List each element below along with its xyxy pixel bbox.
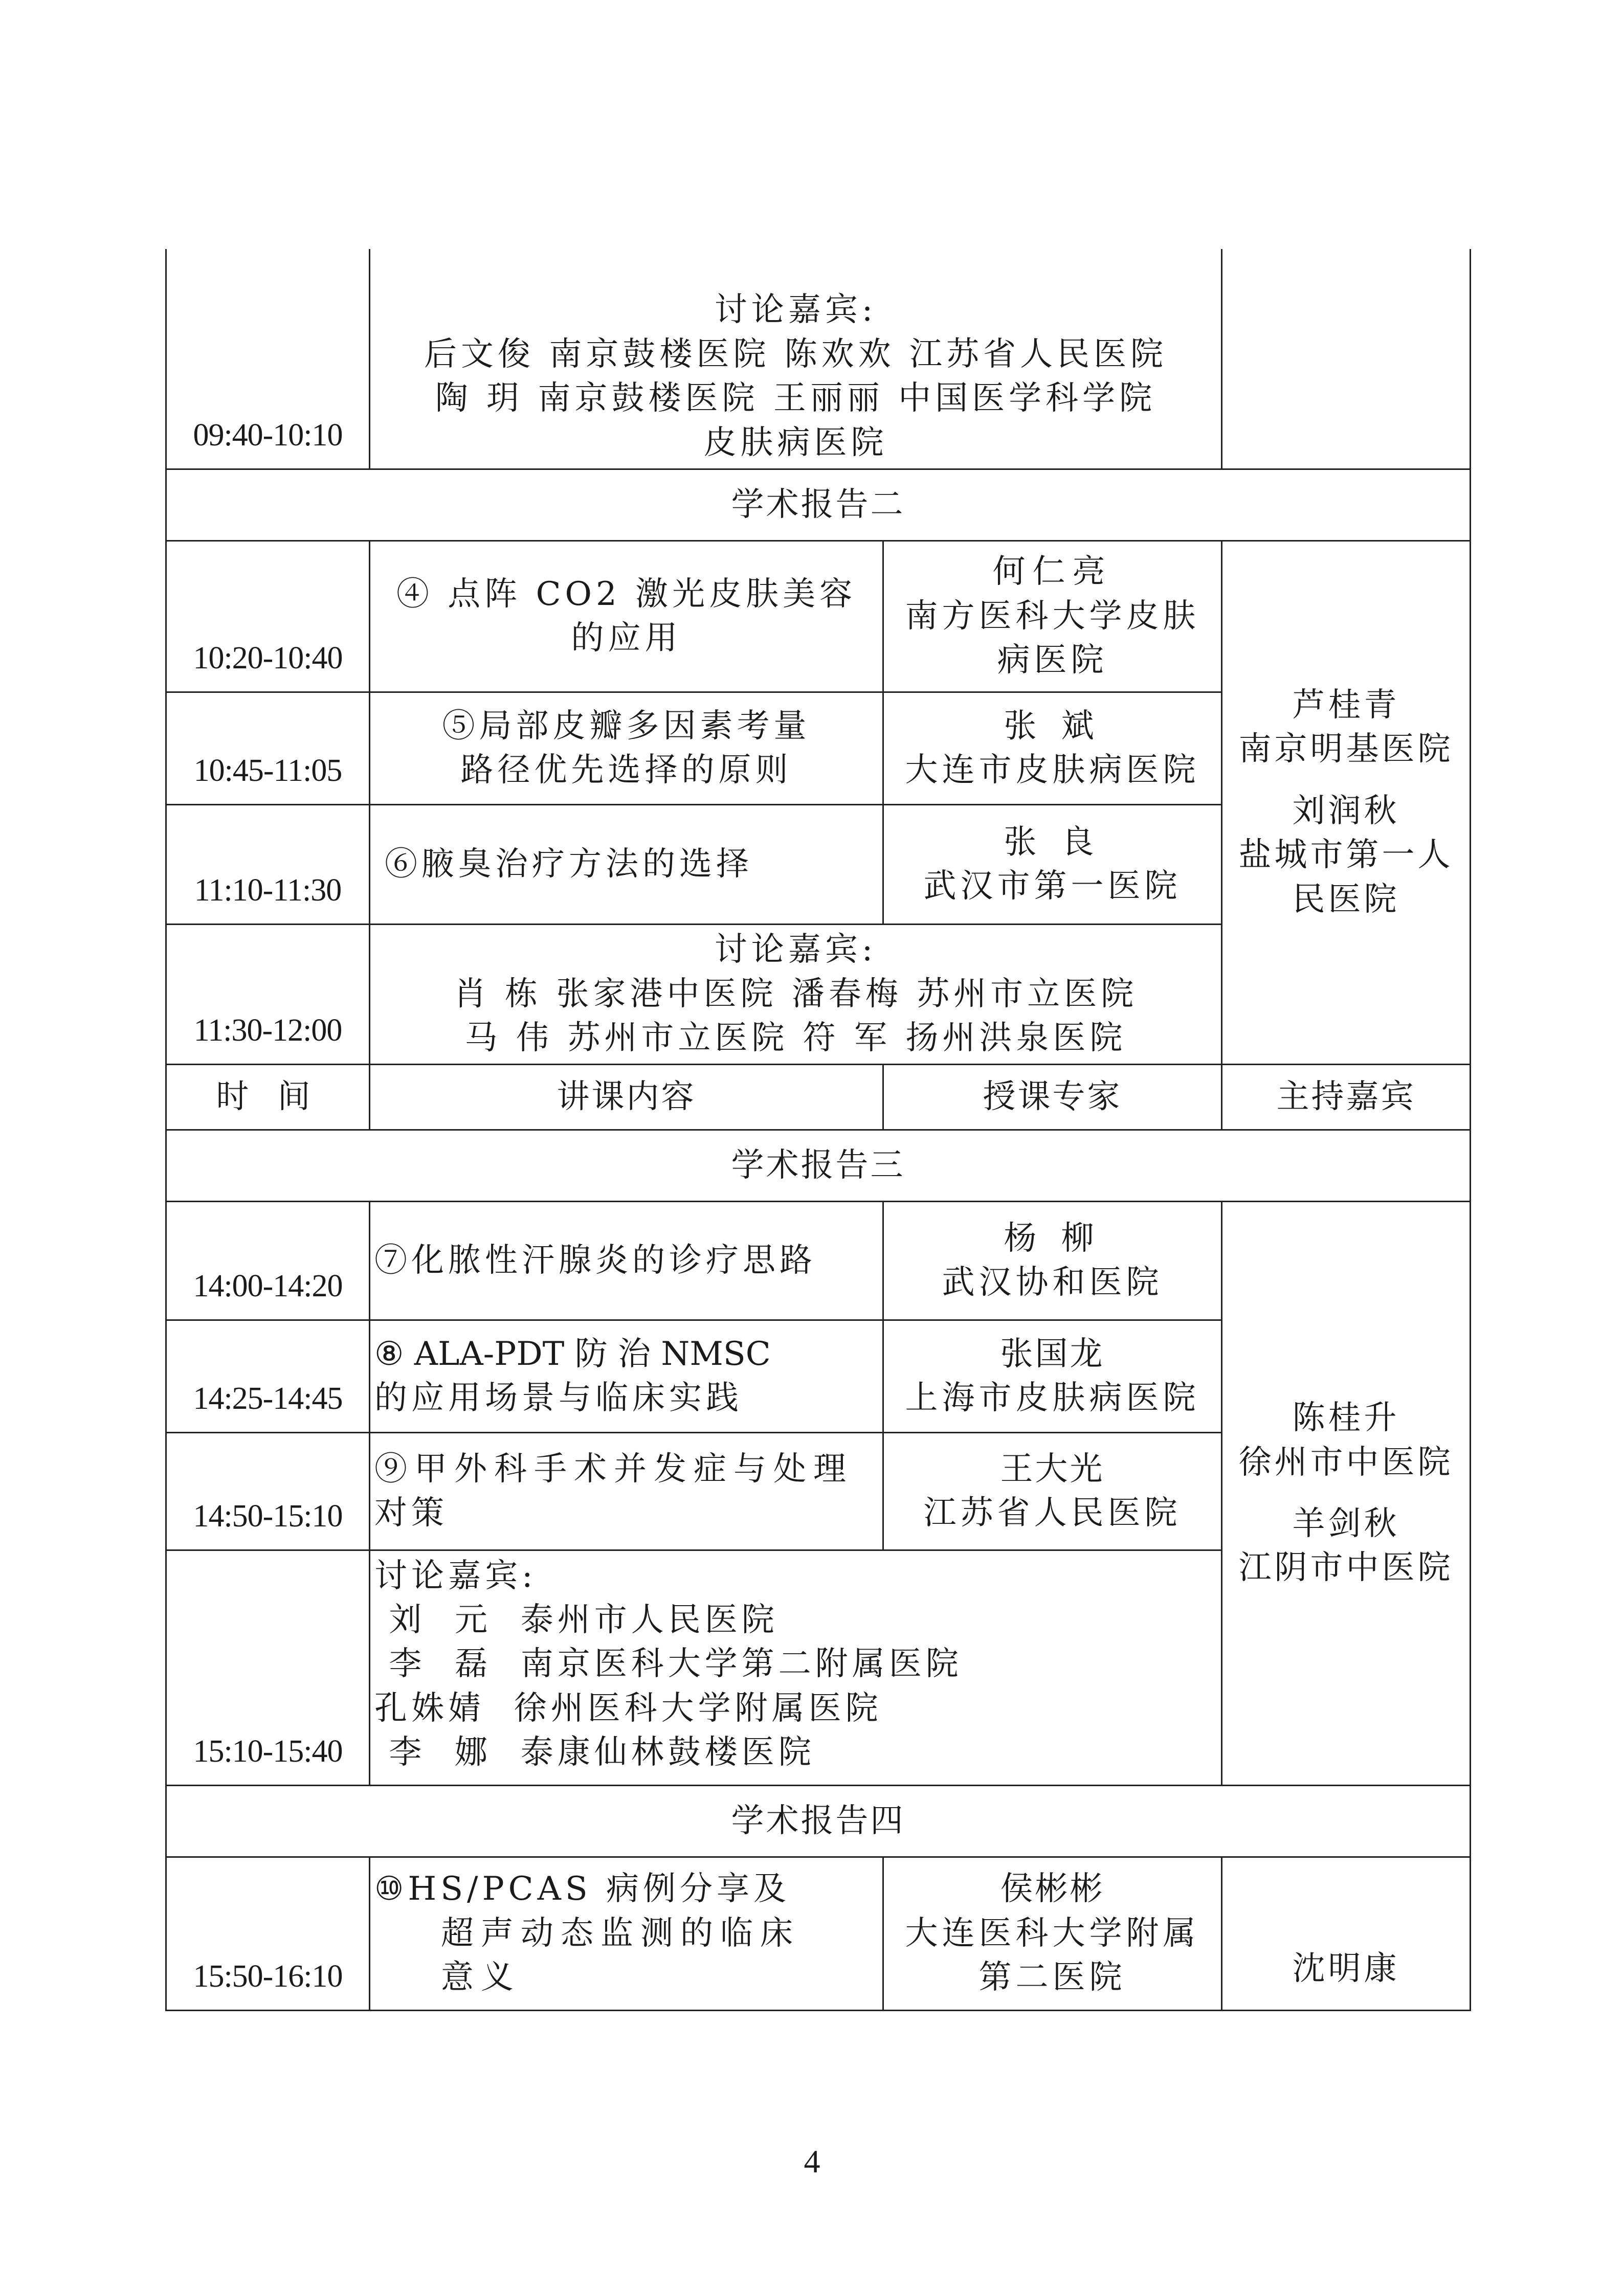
speaker-name: 王大光 (1000, 1450, 1105, 1488)
column-header-row (166, 1064, 1471, 1130)
speaker-affiliation: 上海市皮肤病医院 (905, 1379, 1200, 1417)
topic-line: 超声动态监测的临床 (441, 1914, 800, 1952)
section-row (166, 1130, 1471, 1201)
table-row (166, 249, 1471, 469)
guest-line: 陶 玥 南京鼓楼医院 王丽丽 中国医学科学院 (435, 379, 1156, 418)
moderators-cell (1222, 1201, 1471, 1785)
time-cell: 10:45-11:05 (166, 692, 370, 804)
topic-line: ⑦化脓性汗腺炎的诊疗思路 (374, 1241, 816, 1279)
speaker-affiliation: 江苏省人民医院 (923, 1494, 1182, 1532)
topic-cell (370, 804, 883, 924)
schedule-table (165, 249, 1471, 2011)
topic-line: ⑧ ALA-PDT 防 治 NMSC (374, 1335, 771, 1373)
moderator-affiliation: 南京明基医院 (1238, 730, 1454, 769)
moderators-cell (1222, 541, 1471, 1064)
topic-cell (370, 1432, 883, 1550)
host-name: 沈明康 (1292, 1950, 1400, 1988)
guest-line: 孔姝婧 徐州医科大学附属医院 (374, 1689, 882, 1727)
speaker-affiliation: 第二医院 (978, 1959, 1126, 1997)
section-row (166, 469, 1471, 541)
moderator-name: 陈桂升 (1292, 1399, 1400, 1437)
guest-line: 肖 栋 张家港中医院 潘春梅 苏州市立医院 (453, 975, 1138, 1013)
host-cell (1222, 1857, 1471, 2010)
section-title: 学术报告三 (166, 1130, 1471, 1201)
time-cell: 10:20-10:40 (166, 541, 370, 692)
topic-line: 的应用场景与临床实践 (374, 1379, 743, 1417)
topic-line: ⑤局部皮瓣多因素考量 (442, 707, 811, 745)
speaker-name: 何仁亮 (992, 553, 1113, 591)
discussion-guests-cell (370, 249, 1222, 469)
discussion-guests-cell (370, 924, 1222, 1064)
topic-line: ④ 点阵 CO2 激光皮肤美容 (396, 575, 857, 613)
page-number: 4 (804, 2143, 820, 2179)
topic-line: ⑥腋臭治疗方法的选择 (385, 845, 753, 883)
guest-line: 马 伟 苏州市立医院 符 军 扬州洪泉医院 (464, 1019, 1127, 1057)
section-title: 学术报告二 (166, 469, 1471, 541)
topic-cell (370, 1320, 883, 1432)
moderator-name: 羊剑秋 (1292, 1505, 1400, 1543)
topic-cell (370, 1857, 883, 2010)
moderator-affiliation: 民医院 (1292, 880, 1400, 918)
topic-cell (370, 692, 883, 804)
topic-line: ⑩HS/PCAS 病例分享及 (374, 1870, 791, 1908)
guest-line: 皮肤病医院 (703, 423, 888, 462)
header-time: 时 间 (166, 1064, 370, 1130)
speaker-cell (883, 1857, 1222, 2010)
time-cell: 14:00-14:20 (166, 1201, 370, 1320)
speaker-affiliation: 武汉市第一医院 (923, 867, 1182, 905)
moderator-affiliation: 盐城市第一人 (1238, 836, 1454, 874)
speaker-cell (883, 1201, 1222, 1320)
speaker-name: 张 斌 (1004, 707, 1101, 745)
time-cell: 11:30-12:00 (166, 924, 370, 1064)
speaker-cell (883, 1432, 1222, 1550)
moderator-name: 芦桂青 (1292, 686, 1400, 725)
guest-line: 李 娜 泰康仙林鼓楼医院 (374, 1734, 815, 1772)
topic-cell (370, 1201, 883, 1320)
header-expert: 授课专家 (883, 1064, 1222, 1130)
moderator-name: 刘润秋 (1292, 792, 1400, 830)
speaker-cell (883, 804, 1222, 924)
time-cell: 15:50-16:10 (166, 1857, 370, 2010)
guest-line: 刘 元 泰州市人民医院 (374, 1601, 778, 1639)
speaker-cell (883, 1320, 1222, 1432)
moderator-affiliation: 徐州市中医院 (1238, 1443, 1454, 1481)
speaker-cell (883, 541, 1222, 692)
topic-line: 的应用 (571, 619, 682, 657)
topic-line: 路径优先选择的原则 (460, 751, 792, 789)
section-title: 学术报告四 (166, 1785, 1471, 1857)
speaker-affiliation: 大连市皮肤病医院 (905, 751, 1200, 789)
time-cell: 11:10-11:30 (166, 804, 370, 924)
speaker-name: 侯彬彬 (1000, 1870, 1105, 1908)
topic-line: ⑨甲外科手术并发症与处理 (374, 1450, 853, 1488)
guest-line: 后文俊 南京鼓楼医院 陈欢欢 江苏省人民医院 (424, 335, 1168, 373)
header-content: 讲课内容 (370, 1064, 883, 1130)
speaker-name: 张 良 (1004, 823, 1101, 861)
time-cell: 09:40-10:10 (166, 249, 370, 469)
speaker-cell (883, 692, 1222, 804)
table-row (166, 1201, 1471, 1320)
moderator-affiliation: 江阴市中医院 (1238, 1549, 1454, 1587)
header-host: 主持嘉宾 (1222, 1064, 1471, 1130)
speaker-name: 杨 柳 (1004, 1219, 1101, 1257)
topic-line: 意义 (441, 1959, 521, 1997)
guest-line: 李 磊 南京医科大学第二附属医院 (374, 1645, 963, 1683)
discussion-title: 讨论嘉宾: (714, 291, 877, 329)
speaker-affiliation: 南方医科大学皮肤 (905, 597, 1200, 635)
speaker-affiliation: 大连医科大学附属 (905, 1914, 1200, 1952)
time-cell: 15:10-15:40 (166, 1550, 370, 1785)
speaker-name: 张国龙 (1000, 1335, 1105, 1373)
section-row (166, 1785, 1471, 1857)
time-cell: 14:50-15:10 (166, 1432, 370, 1550)
time-cell: 14:25-14:45 (166, 1320, 370, 1432)
discussion-title: 讨论嘉宾: (374, 1557, 537, 1595)
discussion-title: 讨论嘉宾: (714, 931, 877, 969)
discussion-guests-cell (370, 1550, 1222, 1785)
speaker-affiliation: 武汉协和医院 (942, 1264, 1163, 1301)
host-cell (1222, 249, 1471, 469)
speaker-affiliation: 病医院 (997, 641, 1108, 680)
topic-line: 对策 (374, 1494, 448, 1532)
topic-cell (370, 541, 883, 692)
table-row (166, 541, 1471, 692)
table-row (166, 1857, 1471, 2010)
